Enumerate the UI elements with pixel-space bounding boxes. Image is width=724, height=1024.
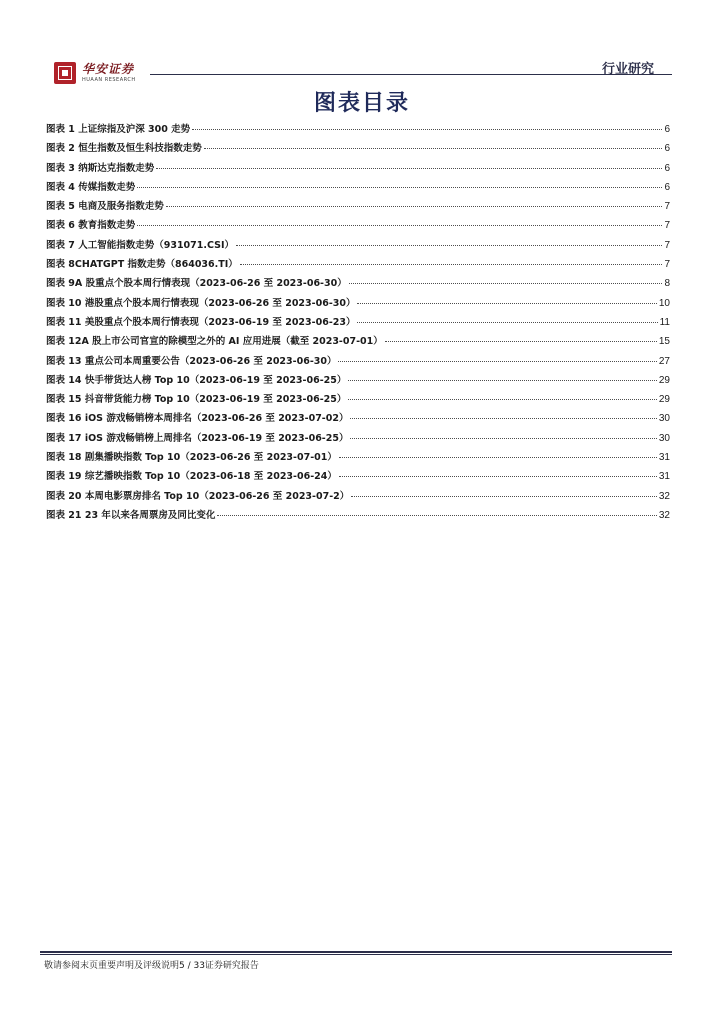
toc-dot-leader	[137, 187, 662, 188]
toc-entry-page: 7	[664, 239, 670, 251]
toc-entry[interactable]	[46, 198, 670, 217]
toc-entry-label: 图表 9A 股重点个股本周行情表现（2023-06-26 至 2023-06-30）	[46, 278, 347, 290]
toc-entry-label: 图表 7 人工智能指数走势（931071.CSI）	[46, 239, 235, 251]
footer-divider	[40, 951, 672, 953]
toc-entry-label: 图表 17 iOS 游戏畅销榜上周排名（2023-06-19 至 2023-06-25）	[46, 432, 349, 444]
toc-entry-page: 31	[658, 471, 670, 483]
toc-entry[interactable]	[46, 217, 670, 236]
logo-text: 华安证券	[82, 62, 135, 76]
toc-entry-label: 图表 3 纳斯达克指数走势	[46, 162, 155, 174]
toc-dot-leader	[350, 438, 656, 439]
huaan-logo-icon	[54, 62, 76, 84]
toc-dot-leader	[351, 496, 657, 497]
toc-entry-page: 29	[658, 394, 670, 406]
toc-entry[interactable]	[46, 353, 670, 372]
toc-entry-page: 10	[658, 297, 670, 309]
toc-entry-label: 图表 2 恒生指数及恒生科技指数走势	[46, 143, 202, 155]
page-header	[40, 56, 672, 90]
toc-dot-leader	[350, 418, 656, 419]
toc-entry-page: 11	[659, 316, 670, 328]
toc-dot-leader	[217, 515, 657, 516]
toc-dot-leader	[339, 476, 657, 477]
toc-entry[interactable]	[46, 179, 670, 198]
toc-dot-leader	[240, 264, 663, 265]
toc-dot-leader	[192, 129, 662, 130]
toc-entry-page: 30	[658, 413, 670, 425]
footer-disclaimer: 敬请参阅末页重要声明及评级说明5 / 33证券研究报告	[44, 961, 259, 971]
toc-entry[interactable]	[46, 488, 670, 507]
section-label: 行业研究	[601, 62, 654, 77]
toc-entry-page: 6	[664, 143, 670, 155]
logo-subtext: HUAAN RESEARCH	[82, 77, 136, 83]
toc-entry[interactable]	[46, 468, 670, 487]
toc-entry-page: 6	[664, 162, 670, 174]
toc-entry[interactable]	[46, 275, 670, 294]
toc-entry[interactable]	[46, 410, 670, 429]
toc-dot-leader	[137, 225, 662, 226]
toc-entry-label: 图表 6 教育指数走势	[46, 220, 136, 232]
toc-entry-label: 图表 12A 股上市公司官宣的除模型之外的 AI 应用进展（截至 2023-07-01）	[46, 336, 383, 348]
toc-entry-page: 30	[658, 432, 670, 444]
toc-entry[interactable]	[46, 160, 670, 179]
toc-entry-label: 图表 8CHATGPT 指数走势（864036.TI）	[46, 259, 238, 271]
header-divider	[150, 74, 672, 75]
toc-entry[interactable]	[46, 507, 670, 526]
toc-entry-page: 8	[664, 278, 670, 290]
toc-entry-page: 15	[658, 336, 670, 348]
toc-entry-page: 7	[664, 201, 670, 213]
toc-list	[46, 121, 670, 526]
toc-entry-page: 27	[658, 355, 670, 367]
toc-entry[interactable]	[46, 430, 670, 449]
toc-entry-page: 29	[658, 374, 670, 386]
toc-entry-label: 图表 4 传媒指数走势	[46, 181, 136, 193]
toc-dot-leader	[349, 283, 663, 284]
toc-entry-label: 图表 11 美股重点个股本周行情表现（2023-06-19 至 2023-06-23）	[46, 316, 356, 328]
toc-entry-label: 图表 5 电商及服务指数走势	[46, 201, 164, 213]
toc-entry[interactable]	[46, 256, 670, 275]
toc-entry[interactable]	[46, 391, 670, 410]
toc-entry-label: 图表 21 23 年以来各周票房及同比变化	[46, 509, 216, 521]
toc-dot-leader	[156, 168, 662, 169]
toc-entry-page: 7	[664, 220, 670, 232]
toc-dot-leader	[348, 380, 657, 381]
toc-entry-label: 图表 1 上证综指及沪深 300 走势	[46, 124, 191, 135]
toc-entry-page: 7	[664, 259, 670, 271]
toc-entry-label: 图表 20 本周电影票房排名 Top 10（2023-06-26 至 2023-07-2）	[46, 490, 350, 502]
toc-entry-page: 6	[664, 124, 670, 135]
toc-entry-label: 图表 18 剧集播映指数 Top 10（2023-06-26 至 2023-07-01）	[46, 452, 337, 464]
toc-entry-label: 图表 19 综艺播映指数 Top 10（2023-06-18 至 2023-06-24）	[46, 471, 337, 483]
toc-entry-label: 图表 16 iOS 游戏畅销榜本周排名（2023-06-26 至 2023-07-02）	[46, 413, 349, 425]
toc-entry-label: 图表 13 重点公司本周重要公告（2023-06-26 至 2023-06-30）	[46, 355, 337, 367]
toc-dot-leader	[357, 322, 657, 323]
toc-entry-label: 图表 10 港股重点个股本周行情表现（2023-06-26 至 2023-06-30）	[46, 297, 356, 309]
toc-entry[interactable]	[46, 314, 670, 333]
toc-entry-page: 32	[658, 509, 670, 521]
toc-dot-leader	[338, 361, 656, 362]
toc-entry-label: 图表 14 快手带货达人榜 Top 10（2023-06-19 至 2023-06-25）	[46, 374, 347, 386]
footer-divider-thin	[40, 954, 672, 955]
toc-entry-page: 6	[664, 181, 670, 193]
toc-entry[interactable]	[46, 333, 670, 352]
toc-dot-leader	[385, 341, 657, 342]
toc-entry[interactable]	[46, 295, 670, 314]
toc-entry-page: 31	[658, 452, 670, 464]
toc-entry[interactable]	[46, 121, 670, 140]
toc-dot-leader	[236, 245, 662, 246]
toc-dot-leader	[204, 148, 663, 149]
toc-entry[interactable]	[46, 237, 670, 256]
toc-dot-leader	[166, 206, 663, 207]
toc-entry[interactable]	[46, 372, 670, 391]
toc-dot-leader	[348, 399, 657, 400]
toc-entry-label: 图表 15 抖音带货能力榜 Top 10（2023-06-19 至 2023-06-25）	[46, 394, 347, 406]
toc-entry-page: 32	[658, 490, 670, 502]
toc-dot-leader	[339, 457, 657, 458]
toc-dot-leader	[357, 303, 656, 304]
toc-entry[interactable]	[46, 140, 670, 159]
toc-title: 图表目录	[313, 91, 410, 116]
toc-entry[interactable]	[46, 449, 670, 468]
